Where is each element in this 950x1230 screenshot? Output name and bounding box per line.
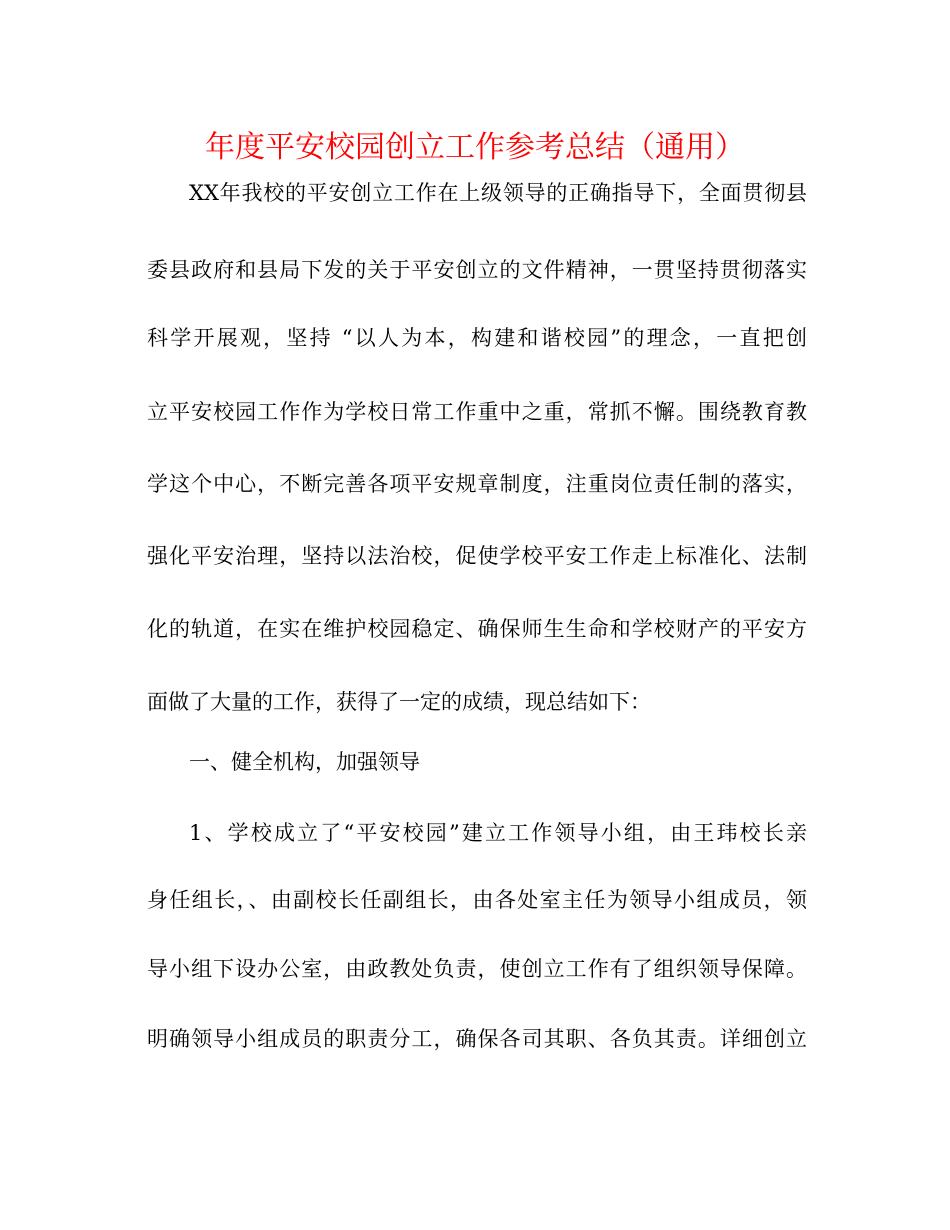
paragraph-line: 明确领导小组成员的职责分工，确保各司其职、各负其责。详细创立 (147, 1027, 807, 1051)
paragraph-line: 立平安校园工作作为学校日常工作重中之重，常抓不懈。围绕教育教 (147, 400, 807, 424)
paragraph-line: 导小组下设办公室，由政教处负责，使创立工作有了组织领导保障。 (147, 957, 807, 981)
section-heading: 一、健全机构，加强领导 (189, 750, 420, 774)
paragraph-line: 1、学校成立了“平安校园”建立工作领导小组，由王玮校长亲 (189, 821, 807, 845)
document-title: 年度平安校园创立工作参考总结（通用） (205, 130, 745, 165)
paragraph-line: XX年我校的平安创立工作在上级领导的正确指导下，全面贯彻县 (189, 181, 807, 205)
paragraph-line: 强化平安治理，坚持以法治校，促使学校平安工作走上标准化、法制 (147, 544, 807, 568)
paragraph-line: 化的轨道，在实在维护校园稳定、确保师生生命和学校财产的平安方 (147, 617, 807, 641)
paragraph-line: 科学开展观，坚持 “以人为本，构建和谐校园”的理念，一直把创 (147, 326, 807, 350)
paragraph-line: 面做了大量的工作，获得了一定的成绩，现总结如下： (147, 690, 651, 714)
paragraph-line: 学这个中心，不断完善各项平安规章制度，注重岗位责任制的落实， (147, 472, 807, 496)
paragraph-line: 身任组长，、由副校长任副组长，由各处室主任为领导小组成员，领 (147, 888, 807, 912)
paragraph-line: 委县政府和县局下发的关于平安创立的文件精神，一贯坚持贯彻落实 (147, 258, 807, 282)
